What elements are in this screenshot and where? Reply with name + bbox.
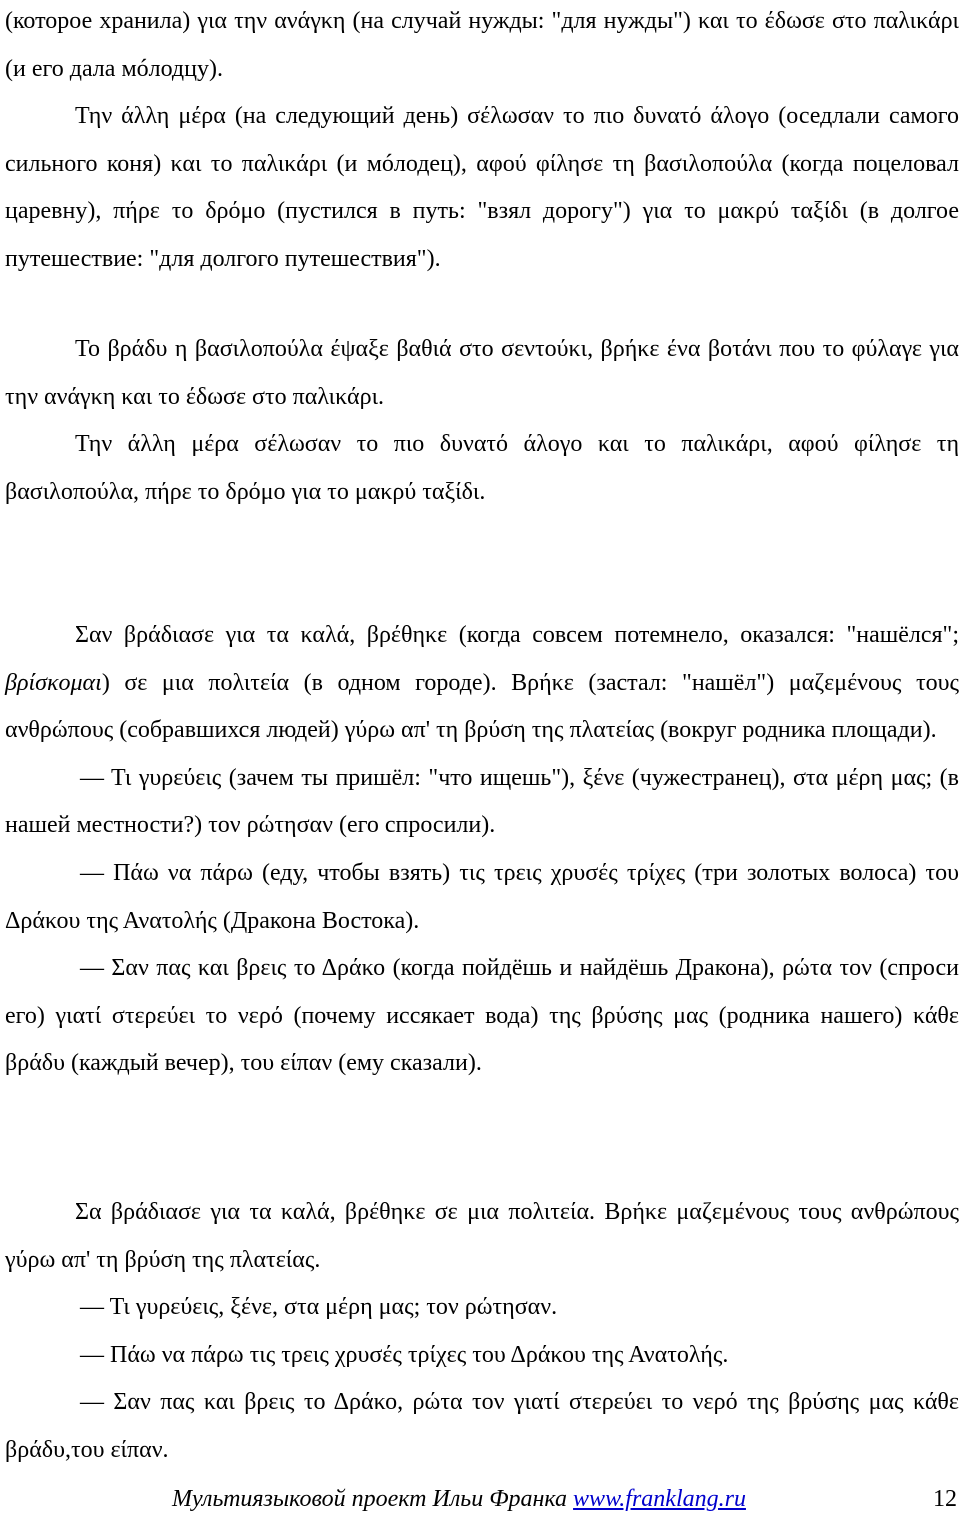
paragraph: Την άλλη μέρα σέλωσαν το πιο δυνατό άλογο και το παλικάρι, αφού φίλησε τη βασιλοπούλα, πήρε το δρόμο για το μακρύ ταξίδι. bbox=[5, 431, 959, 505]
paragraph: Σα βράδιασε για τα καλά, βρέθηκε σε μια πολιτεία. Βρήκε μαζεμένους τους ανθρώπους γύρω απ' τη βρύση της πλατείας. bbox=[5, 1199, 959, 1273]
paragraph bbox=[5, 612, 959, 755]
paragraph-text: ) σε μια πολιτεία (в одном городе). Βρήκε (застал: "нашёл") μαζεμένους τους ανθρώπους (собравшихся людей) γύρω απ' τη βρύση της πλατείας (вокруг родника площади). bbox=[5, 669, 959, 744]
dialogue-line: ― Σαν πας και βρεις το Δράκο, ρώτα τον γιατί στερεύει το νερό της βρύσης μας κάθε βράδυ,του είπαν. bbox=[5, 1389, 959, 1463]
paragraph: Το βράδυ η βασιλοπούλα έψαξε βαθιά στο σεντούκι, βρήκε ένα βοτάνι που το φύλαγε για την ανάγκη και το έδωσε στο παλικάρι. bbox=[5, 336, 959, 410]
italic-word: βρίσκομαι bbox=[5, 669, 102, 696]
text-block-2 bbox=[5, 326, 959, 516]
website-link[interactable]: www.franklang.ru bbox=[573, 1486, 746, 1512]
page-footer bbox=[0, 1484, 960, 1514]
text-block-3 bbox=[5, 612, 959, 1088]
paragraph: Την άλλη μέρα (на следующий день) σέλωσαν το πιο δυνατό άλογο (оседлали самого сильного коня) και το παλικάρι (и мóлодец), αφού φίλησε τη βασιλοπούλα (когда поцеловал царевну), πήρε το δρόμο (пустился в путь: "взял дорогу") για το μακρύ ταξίδι (в долгое путешествие: "для долгого путешествия"). bbox=[5, 103, 959, 272]
dialogue-line: ― Πάω να πάρω τις τρεις χρυσές τρίχες του Δράκου της Ανατολής. bbox=[80, 1341, 729, 1368]
text-block-4 bbox=[5, 1189, 959, 1475]
project-credit: Мультиязыковой проект Ильи Франка bbox=[172, 1486, 568, 1512]
dialogue-line: ― Τι γυρεύεις, ξένε, στα μέρη μας; τον ρώτησαν. bbox=[80, 1294, 558, 1321]
paragraph: (которое хранила) για την ανάγκη (на случай нужды: "для нужды") και το έδωσε στο παλικάρι (и его дала мóлодцу). bbox=[5, 8, 959, 82]
footer-credit bbox=[172, 1484, 746, 1514]
dialogue-line: ― Πάω να πάρω (еду, чтобы взять) τις τρεις χρυσές τρίχες (три золотых волоса) του Δράκου της Ανατολής (Дракона Востока). bbox=[5, 859, 959, 934]
page-number: 12 bbox=[933, 1486, 957, 1512]
dialogue-line: ― Τι γυρεύεις (зачем ты пришёл: "что ищешь"), ξένε (чужестранец), στα μέρη μας; (в нашей местности?) τον ρώτησαν (его спросили). bbox=[5, 764, 959, 839]
dialogue-line: ― Σαν πας και βρεις το Δράκο (когда пойдёшь и найдёшь Дракона), ρώτα τον (спроси его) γιατί στερεύει το νερό (почему иссякает вода) της βρύσης μας (родника нашего) κάθε βράδυ (каждый вечер), του είπαν (ему сказали). bbox=[5, 955, 959, 1077]
paragraph-text: Σαν βράδιασε για τα καλά, βρέθηκε (когда совсем потемнело, оказался: "нашёлся"; bbox=[75, 622, 959, 648]
text-block-1 bbox=[5, 0, 959, 284]
